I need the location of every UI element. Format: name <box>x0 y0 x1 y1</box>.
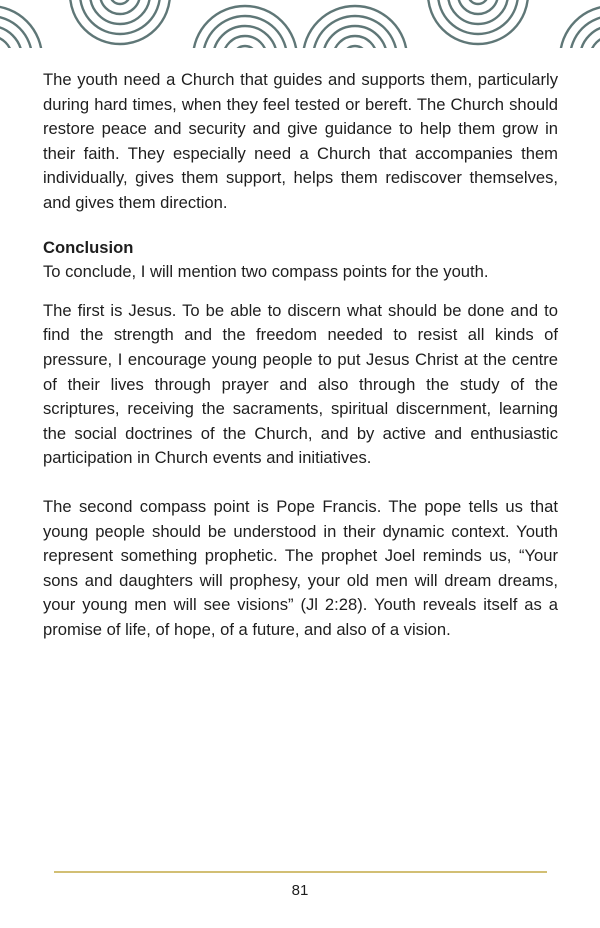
page-body <box>43 68 558 642</box>
footer-divider <box>54 871 547 873</box>
concentric-arcs-ornament <box>0 0 600 48</box>
paragraph-first-compass-point: The first is Jesus. To be able to discern what should be done and to find the strength and the freedom needed to resist all kinds of pressure, I encourage young people to put Jesus Christ at the centre of their lives through prayer and also through the study of the scriptures, receiving the sacraments, spiritual discernment, learning the social doctrines of the Church, and by active and enthusiastic participation in Church events and initiatives. <box>43 300 558 468</box>
paragraph-church-support: The youth need a Church that guides and supports them, particularly during hard times, when they feel tested or bereft. The Church should restore peace and security and give guidance to help them grow in their faith. They especially need a Church that accompanies them individually, gives them support, helps them rediscover themselves, and gives them direction. <box>43 70 558 212</box>
paragraph-conclusion-intro: To conclude, I will mention two compass points for the youth. <box>43 262 489 282</box>
header-ornament <box>0 0 600 48</box>
paragraph-second-compass-point: The second compass point is Pope Francis. The pope tells us that young people should be understood in their dynamic context. Youth represent something prophetic. The prophet Joel reminds us, “Your sons and daughters will prophesy, your old men will dream dreams, your young men will see visions” (Jl 2:28). Youth reveals itself as a promise of life, of hope, of a future, and also of a vision. <box>43 496 558 639</box>
section-heading-conclusion: Conclusion <box>43 237 134 257</box>
page-number: 81 <box>291 882 309 899</box>
